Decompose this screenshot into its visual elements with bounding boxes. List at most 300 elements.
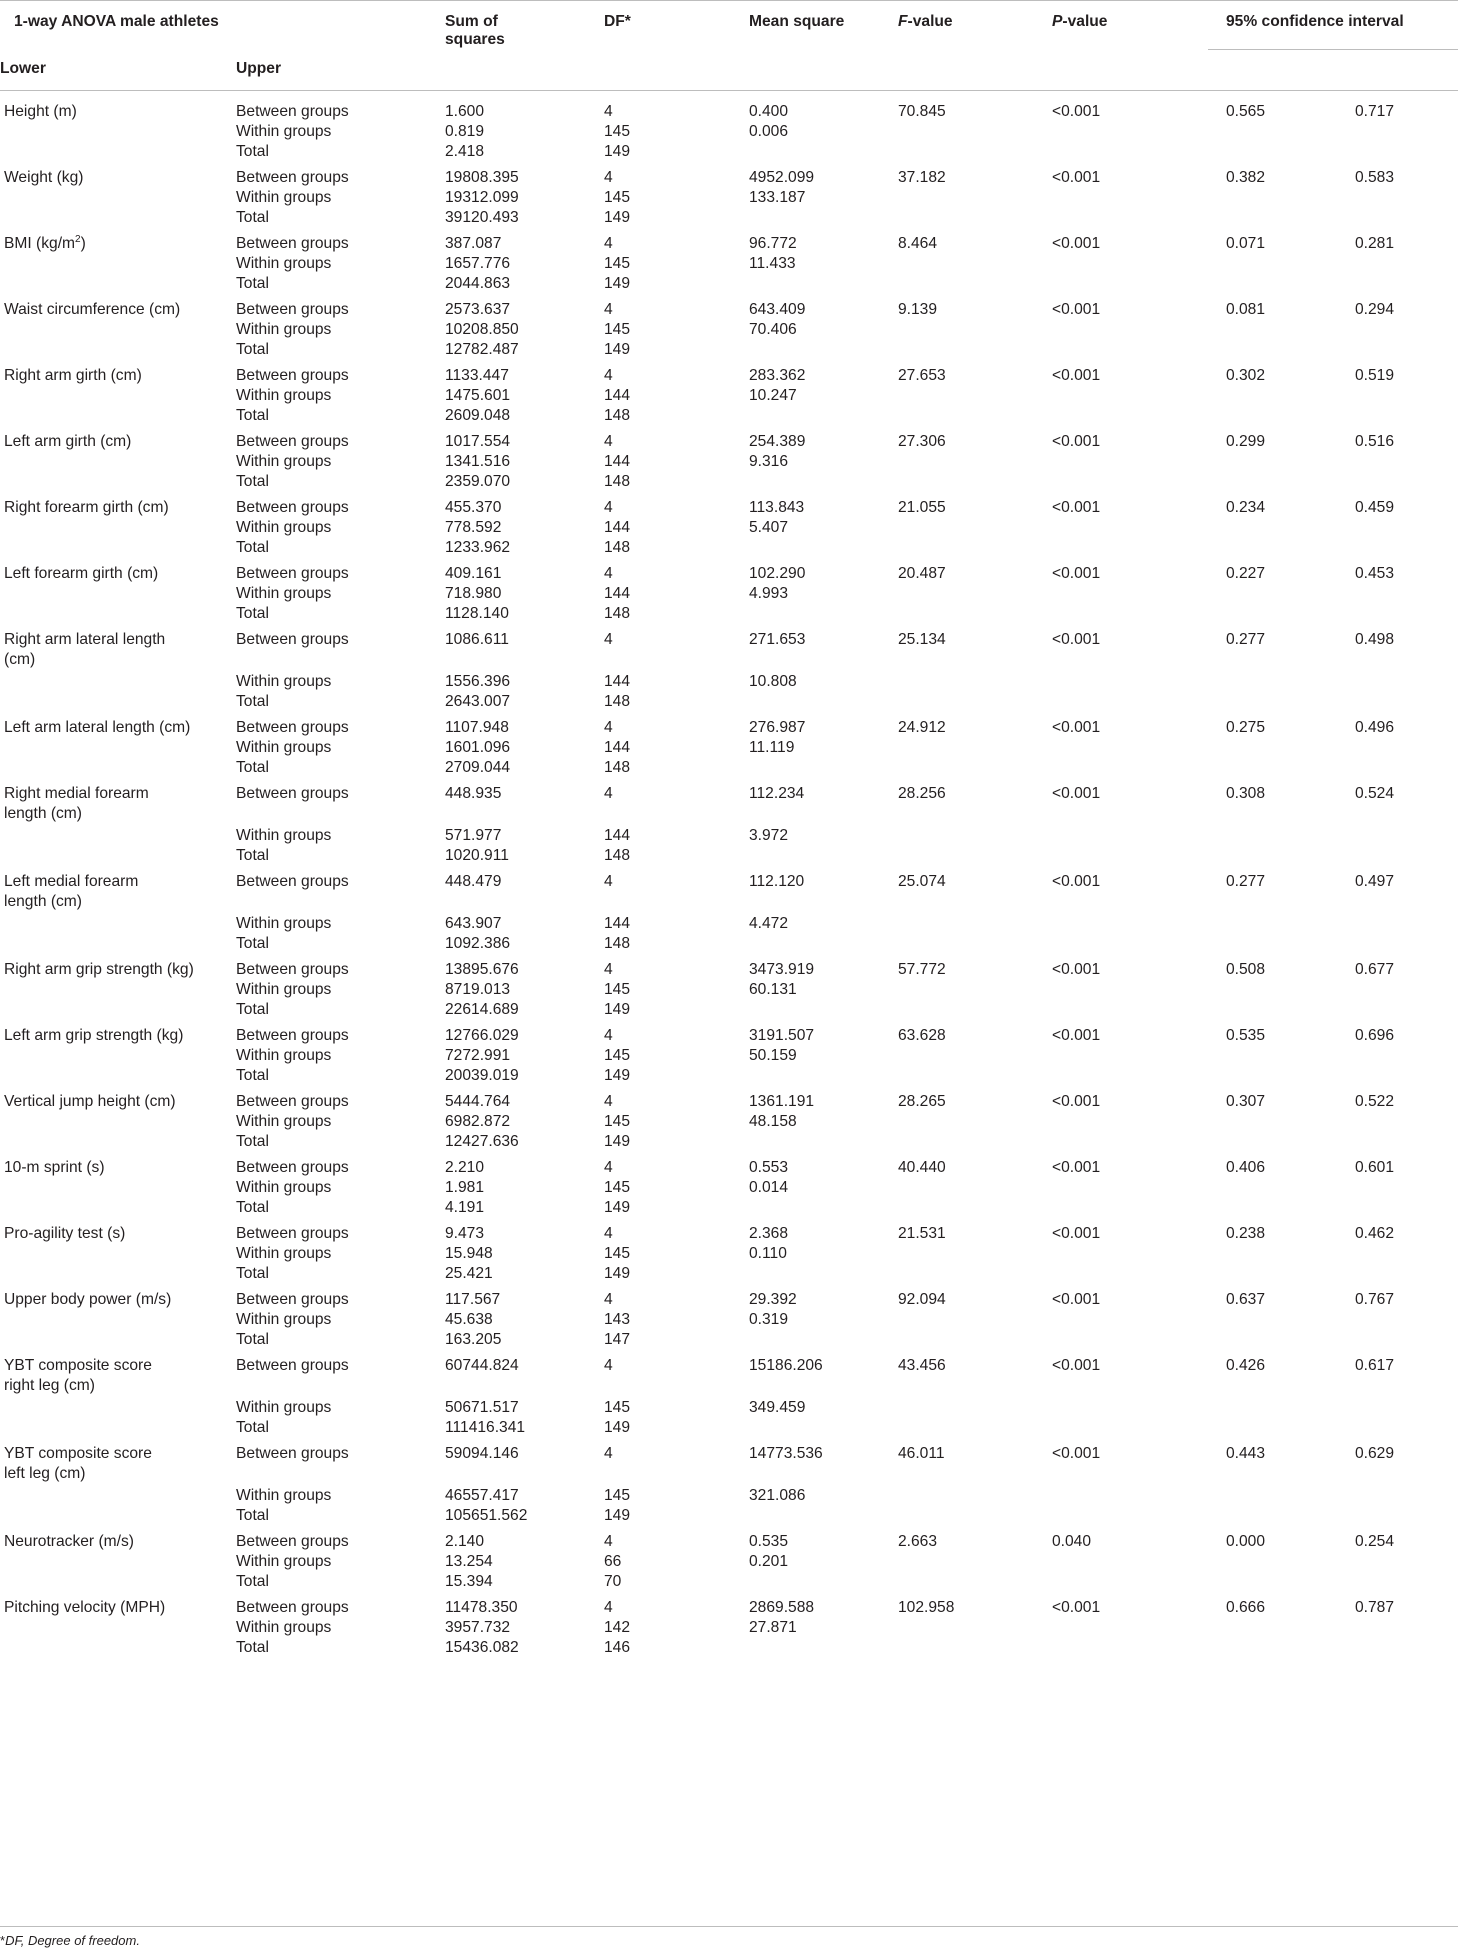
df-cell: 4 xyxy=(604,718,613,736)
df-cell: 66 xyxy=(604,1552,622,1570)
p-value-cell xyxy=(1052,340,1208,360)
f-value-cell xyxy=(898,1398,1052,1418)
table-row xyxy=(0,1000,1458,1020)
sum-of-squares-cell: 19808.395 xyxy=(445,168,519,186)
mean-square-cell: 0.014 xyxy=(749,1178,789,1196)
p-value-cell xyxy=(1052,1398,1208,1418)
source-cell: Within groups xyxy=(236,188,332,206)
table-row xyxy=(0,758,1458,778)
df-cell: 4 xyxy=(604,872,613,890)
p-value-cell xyxy=(1052,452,1208,472)
df-cell: 149 xyxy=(604,1264,631,1282)
source-cell: Within groups xyxy=(236,980,332,998)
p-value-cell: <0.001 xyxy=(1052,366,1101,384)
header-mean-square: Mean square xyxy=(749,13,845,30)
sum-of-squares-cell: 387.087 xyxy=(445,234,502,252)
p-value-cell xyxy=(1052,846,1208,866)
df-cell: 144 xyxy=(604,452,631,470)
ci-lower-cell: 0.535 xyxy=(1226,1026,1266,1044)
source-cell: Between groups xyxy=(236,366,349,384)
source-cell: Within groups xyxy=(236,1486,332,1504)
sum-of-squares-cell: 117.567 xyxy=(445,1290,501,1308)
ci-upper-cell: 0.497 xyxy=(1355,872,1395,890)
p-value-cell: <0.001 xyxy=(1052,498,1101,516)
ci-upper-cell: 0.522 xyxy=(1355,1092,1395,1110)
ci-upper-cell xyxy=(1355,142,1458,162)
p-value-cell xyxy=(1052,518,1208,538)
mean-square-cell xyxy=(749,1000,898,1020)
f-value-cell xyxy=(898,1486,1052,1506)
ci-lower-cell xyxy=(1208,826,1355,846)
mean-square-cell: 11.433 xyxy=(749,254,796,272)
variable-name-empty xyxy=(0,254,236,274)
mean-square-cell: 4.472 xyxy=(749,914,789,932)
df-cell: 4 xyxy=(604,1224,613,1242)
f-value-cell xyxy=(898,188,1052,208)
df-cell: 149 xyxy=(604,142,631,160)
table-row xyxy=(0,1618,1458,1638)
source-cell: Between groups xyxy=(236,718,349,736)
sum-of-squares-cell: 12427.636 xyxy=(445,1132,519,1150)
source-cell: Total xyxy=(236,1572,269,1590)
p-value-cell xyxy=(1052,826,1208,846)
ci-lower-cell: 0.666 xyxy=(1226,1598,1266,1616)
variable-name-text: Weight (kg) xyxy=(4,168,84,186)
variable-name-empty xyxy=(0,1046,236,1066)
table-row xyxy=(0,914,1458,934)
p-value-cell xyxy=(1052,1486,1208,1506)
mean-square-cell: 283.362 xyxy=(749,366,806,384)
mean-square-cell xyxy=(749,406,898,426)
ci-upper-cell xyxy=(1355,914,1458,934)
sum-of-squares-cell: 6982.872 xyxy=(445,1112,511,1130)
table-row xyxy=(0,954,1458,980)
variable-name-empty xyxy=(0,1132,236,1152)
f-value-cell xyxy=(898,1638,1052,1658)
source-cell: Between groups xyxy=(236,102,349,120)
variable-name-text: Pro-agility test (s) xyxy=(4,1224,126,1242)
table-row xyxy=(0,1592,1458,1618)
p-value-cell: <0.001 xyxy=(1052,1092,1101,1110)
mean-square-cell xyxy=(749,538,898,558)
mean-square-cell xyxy=(749,1418,898,1438)
variable-name-superscript: 2 xyxy=(75,233,81,245)
f-value-cell xyxy=(898,1418,1052,1438)
sum-of-squares-cell: 448.935 xyxy=(445,784,502,802)
source-cell: Total xyxy=(236,274,269,292)
ci-lower-cell xyxy=(1208,122,1355,142)
footnote xyxy=(0,1933,140,1948)
variable-name-empty xyxy=(0,188,236,208)
ci-upper-cell: 0.629 xyxy=(1355,1444,1395,1462)
sum-of-squares-cell: 45.638 xyxy=(445,1310,493,1328)
source-cell: Within groups xyxy=(236,1046,332,1064)
source-cell: Within groups xyxy=(236,1112,332,1130)
f-value-cell xyxy=(898,254,1052,274)
variable-name xyxy=(0,1350,236,1398)
sum-of-squares-cell: 59094.146 xyxy=(445,1444,519,1462)
ci-lower-cell xyxy=(1208,914,1355,934)
sum-of-squares-cell: 1107.948 xyxy=(445,718,509,736)
table-row xyxy=(0,1284,1458,1310)
sum-of-squares-cell: 10208.850 xyxy=(445,320,519,338)
table-row xyxy=(0,1066,1458,1086)
mean-square-cell: 112.234 xyxy=(749,784,805,802)
mean-square-cell xyxy=(749,1198,898,1218)
p-value-cell xyxy=(1052,406,1208,426)
f-value-cell: 24.912 xyxy=(898,718,946,736)
ci-upper-cell: 0.524 xyxy=(1355,784,1395,802)
variable-name-empty xyxy=(0,1066,236,1086)
df-cell: 148 xyxy=(604,846,631,864)
table-row xyxy=(0,188,1458,208)
ci-lower-cell xyxy=(1208,452,1355,472)
f-value-cell: 92.094 xyxy=(898,1290,946,1308)
mean-square-cell: 10.247 xyxy=(749,386,797,404)
ci-upper-cell xyxy=(1355,1132,1458,1152)
source-cell: Within groups xyxy=(236,1178,332,1196)
ci-upper-cell: 0.583 xyxy=(1355,168,1395,186)
p-value-cell xyxy=(1052,1178,1208,1198)
sum-of-squares-cell: 1092.386 xyxy=(445,934,511,952)
df-cell: 4 xyxy=(604,234,613,252)
df-cell: 149 xyxy=(604,1198,631,1216)
mean-square-cell xyxy=(749,1330,898,1350)
ci-lower-cell: 0.081 xyxy=(1226,300,1266,318)
ci-upper-cell: 0.519 xyxy=(1355,366,1395,384)
sum-of-squares-cell: 409.161 xyxy=(445,564,502,582)
sum-of-squares-cell: 111416.341 xyxy=(445,1418,526,1436)
variable-name-empty xyxy=(0,208,236,228)
ci-lower-cell xyxy=(1208,386,1355,406)
f-value-cell xyxy=(898,934,1052,954)
f-value-cell xyxy=(898,1132,1052,1152)
mean-square-cell xyxy=(749,1066,898,1086)
ci-lower-cell: 0.308 xyxy=(1226,784,1266,802)
variable-name xyxy=(0,294,236,320)
variable-name-text: Right arm lateral length (cm) xyxy=(4,630,166,668)
ci-upper-cell xyxy=(1355,1264,1458,1284)
variable-name-empty xyxy=(0,1244,236,1264)
sum-of-squares-cell: 1017.554 xyxy=(445,432,511,450)
table-row xyxy=(0,142,1458,162)
source-cell: Total xyxy=(236,1000,269,1018)
ci-upper-cell xyxy=(1355,1310,1458,1330)
p-value-cell: <0.001 xyxy=(1052,630,1101,648)
mean-square-cell: 5.407 xyxy=(749,518,789,536)
ci-lower-cell xyxy=(1208,980,1355,1000)
f-value-cell: 70.845 xyxy=(898,102,946,120)
f-value-cell: 20.487 xyxy=(898,564,946,582)
variable-name-empty xyxy=(0,122,236,142)
f-value-cell xyxy=(898,980,1052,1000)
variable-name-empty xyxy=(0,1112,236,1132)
p-value-cell: <0.001 xyxy=(1052,234,1101,252)
ci-upper-cell: 0.617 xyxy=(1355,1356,1395,1374)
p-value-cell: <0.001 xyxy=(1052,1290,1101,1308)
sum-of-squares-cell: 60744.824 xyxy=(445,1356,519,1374)
ci-upper-cell xyxy=(1355,1330,1458,1350)
ci-lower-cell: 0.277 xyxy=(1226,872,1266,890)
mean-square-cell: 15186.206 xyxy=(749,1356,823,1374)
mean-square-cell: 2869.588 xyxy=(749,1598,815,1616)
p-value-cell: <0.001 xyxy=(1052,872,1101,890)
f-value-cell xyxy=(898,1244,1052,1264)
sum-of-squares-cell: 7272.991 xyxy=(445,1046,511,1064)
source-cell: Total xyxy=(236,340,269,358)
mean-square-cell xyxy=(749,142,898,162)
f-value-cell xyxy=(898,320,1052,340)
sum-of-squares-cell: 2359.070 xyxy=(445,472,511,490)
ci-upper-cell xyxy=(1355,1618,1458,1638)
f-value-cell xyxy=(898,1552,1052,1572)
ci-lower-cell: 0.637 xyxy=(1226,1290,1266,1308)
source-cell: Total xyxy=(236,758,269,776)
source-cell: Between groups xyxy=(236,1356,349,1374)
source-cell: Within groups xyxy=(236,452,332,470)
mean-square-cell xyxy=(749,340,898,360)
source-cell: Total xyxy=(236,1264,269,1282)
ci-lower-cell xyxy=(1208,604,1355,624)
p-value-cell xyxy=(1052,758,1208,778)
variable-name-empty xyxy=(0,1198,236,1218)
sum-of-squares-cell: 50671.517 xyxy=(445,1398,519,1416)
variable-name xyxy=(0,360,236,386)
sum-of-squares-cell: 46557.417 xyxy=(445,1486,519,1504)
df-cell: 144 xyxy=(604,386,631,404)
sum-of-squares-cell: 13.254 xyxy=(445,1552,493,1570)
ci-lower-cell: 0.302 xyxy=(1226,366,1266,384)
p-value-cell xyxy=(1052,1572,1208,1592)
p-value-cell xyxy=(1052,386,1208,406)
table-row xyxy=(0,672,1458,692)
ci-lower-cell xyxy=(1208,188,1355,208)
table-row xyxy=(0,1350,1458,1398)
mean-square-cell: 70.406 xyxy=(749,320,797,338)
ci-upper-cell xyxy=(1355,1572,1458,1592)
sum-of-squares-cell: 5444.764 xyxy=(445,1092,511,1110)
mean-square-cell xyxy=(749,208,898,228)
f-value-cell: 46.011 xyxy=(898,1444,945,1462)
table-row xyxy=(0,624,1458,672)
sum-of-squares-cell: 1601.096 xyxy=(445,738,511,756)
f-value-cell xyxy=(898,604,1052,624)
mean-square-cell: 4.993 xyxy=(749,584,789,602)
table-row xyxy=(0,558,1458,584)
mean-square-cell: 0.400 xyxy=(749,102,789,120)
ci-lower-cell: 0.234 xyxy=(1226,498,1266,516)
source-cell: Within groups xyxy=(236,1618,332,1636)
variable-name xyxy=(0,1086,236,1112)
variable-name-empty xyxy=(0,274,236,294)
mean-square-cell: 50.159 xyxy=(749,1046,797,1064)
variable-name xyxy=(0,954,236,980)
f-value-cell xyxy=(898,518,1052,538)
table-row xyxy=(0,934,1458,954)
ci-lower-cell xyxy=(1208,692,1355,712)
p-value-cell: <0.001 xyxy=(1052,1026,1101,1044)
df-cell: 148 xyxy=(604,472,631,490)
source-cell: Between groups xyxy=(236,1158,349,1176)
ci-lower-cell: 0.000 xyxy=(1226,1532,1266,1550)
p-value-cell: <0.001 xyxy=(1052,1444,1101,1462)
mean-square-cell: 254.389 xyxy=(749,432,806,450)
f-value-cell: 27.306 xyxy=(898,432,946,450)
source-cell: Between groups xyxy=(236,234,349,252)
p-value-cell xyxy=(1052,1244,1208,1264)
p-value-cell: <0.001 xyxy=(1052,1158,1101,1176)
ci-lower-cell xyxy=(1208,584,1355,604)
mean-square-cell: 112.120 xyxy=(749,872,805,890)
df-cell: 147 xyxy=(604,1330,631,1348)
ci-lower-cell xyxy=(1208,934,1355,954)
variable-name xyxy=(0,1020,236,1046)
header-p-value-letter: P xyxy=(1052,13,1063,30)
ci-upper-cell: 0.677 xyxy=(1355,960,1395,978)
ci-upper-cell xyxy=(1355,254,1458,274)
ci-upper-cell xyxy=(1355,320,1458,340)
variable-name-empty xyxy=(0,584,236,604)
p-value-cell xyxy=(1052,142,1208,162)
variable-name-text: Neurotracker (m/s) xyxy=(4,1532,134,1550)
sum-of-squares-cell: 15.948 xyxy=(445,1244,493,1262)
df-cell: 4 xyxy=(604,432,613,450)
f-value-cell: 102.958 xyxy=(898,1598,955,1616)
p-value-cell xyxy=(1052,1264,1208,1284)
p-value-cell xyxy=(1052,1330,1208,1350)
ci-upper-cell xyxy=(1355,1638,1458,1658)
ci-lower-cell: 0.299 xyxy=(1226,432,1266,450)
p-value-cell xyxy=(1052,1066,1208,1086)
df-cell: 4 xyxy=(604,300,613,318)
source-cell: Between groups xyxy=(236,1092,349,1110)
variable-name-empty xyxy=(0,934,236,954)
df-cell: 4 xyxy=(604,1444,613,1462)
f-value-cell xyxy=(898,584,1052,604)
source-cell: Within groups xyxy=(236,254,332,272)
ci-lower-cell xyxy=(1208,1132,1355,1152)
table-title: 1-way ANOVA male athletes xyxy=(14,13,219,30)
ci-upper-cell: 0.516 xyxy=(1355,432,1395,450)
sum-of-squares-cell: 1233.962 xyxy=(445,538,511,556)
variable-name-empty xyxy=(0,1398,236,1418)
mean-square-cell xyxy=(749,274,898,294)
table-row xyxy=(0,1638,1458,1658)
ci-upper-cell xyxy=(1355,122,1458,142)
sum-of-squares-cell: 20039.019 xyxy=(445,1066,519,1084)
ci-upper-cell xyxy=(1355,846,1458,866)
p-value-cell xyxy=(1052,692,1208,712)
ci-lower-cell xyxy=(1208,142,1355,162)
f-value-cell: 21.055 xyxy=(898,498,946,516)
ci-upper-cell: 0.453 xyxy=(1355,564,1395,582)
sum-of-squares-cell: 0.819 xyxy=(445,122,485,140)
sum-of-squares-cell: 1133.447 xyxy=(445,366,509,384)
sum-of-squares-cell: 455.370 xyxy=(445,498,502,516)
df-cell: 149 xyxy=(604,1066,631,1084)
f-value-cell xyxy=(898,142,1052,162)
f-value-cell xyxy=(898,1198,1052,1218)
f-value-cell: 21.531 xyxy=(898,1224,946,1242)
p-value-cell xyxy=(1052,1132,1208,1152)
p-value-cell: <0.001 xyxy=(1052,1224,1101,1242)
header-f-value xyxy=(898,0,1052,92)
table-row xyxy=(0,472,1458,492)
variable-name-text: Right arm girth (cm) xyxy=(4,366,142,384)
ci-upper-cell xyxy=(1355,406,1458,426)
p-value-cell: <0.001 xyxy=(1052,432,1101,450)
variable-name-empty xyxy=(0,1418,236,1438)
table-row xyxy=(0,866,1458,914)
ci-lower-cell xyxy=(1208,1000,1355,1020)
p-value-cell: <0.001 xyxy=(1052,960,1101,978)
source-cell: Between groups xyxy=(236,960,349,978)
table-row xyxy=(0,1398,1458,1418)
footnote-text: DF, Degree of freedom. xyxy=(5,1933,140,1948)
table-row xyxy=(0,92,1458,122)
table-row xyxy=(0,1438,1458,1486)
table-body xyxy=(0,92,1458,1658)
p-value-cell: <0.001 xyxy=(1052,300,1101,318)
p-value-cell xyxy=(1052,1418,1208,1438)
f-value-cell: 63.628 xyxy=(898,1026,946,1044)
source-cell: Between groups xyxy=(236,498,349,516)
p-value-cell xyxy=(1052,1638,1208,1658)
ci-lower-cell: 0.071 xyxy=(1226,234,1266,252)
f-value-cell: 27.653 xyxy=(898,366,946,384)
ci-lower-cell: 0.275 xyxy=(1226,718,1266,736)
table-row xyxy=(0,274,1458,294)
variable-name xyxy=(0,1152,236,1178)
source-cell: Within groups xyxy=(236,122,332,140)
ci-upper-cell: 0.496 xyxy=(1355,718,1395,736)
df-cell: 4 xyxy=(604,366,613,384)
table-row xyxy=(0,1178,1458,1198)
variable-name-empty xyxy=(0,1310,236,1330)
table-row xyxy=(0,1152,1458,1178)
variable-name-empty xyxy=(0,1330,236,1350)
ci-upper-cell xyxy=(1355,604,1458,624)
f-value-cell xyxy=(898,1066,1052,1086)
f-value-cell xyxy=(898,406,1052,426)
table-row xyxy=(0,604,1458,624)
mean-square-cell: 321.086 xyxy=(749,1486,806,1504)
source-cell: Between groups xyxy=(236,300,349,318)
mean-square-cell: 102.290 xyxy=(749,564,806,582)
df-cell: 145 xyxy=(604,122,631,140)
p-value-cell xyxy=(1052,1000,1208,1020)
ci-lower-cell xyxy=(1208,538,1355,558)
variable-name-empty xyxy=(0,738,236,758)
f-value-cell xyxy=(898,274,1052,294)
variable-name-text: Right arm grip strength (kg) xyxy=(4,960,194,978)
variable-name-empty xyxy=(0,386,236,406)
ci-lower-cell: 0.406 xyxy=(1226,1158,1266,1176)
table-row xyxy=(0,1330,1458,1350)
ci-lower-cell xyxy=(1208,1178,1355,1198)
source-cell: Between groups xyxy=(236,1532,349,1550)
sum-of-squares-cell: 1020.911 xyxy=(445,846,509,864)
footnote-symbol: * xyxy=(0,1933,6,1948)
df-cell: 4 xyxy=(604,960,613,978)
variable-name-text: Left arm girth (cm) xyxy=(4,432,132,450)
source-cell: Total xyxy=(236,1418,269,1436)
f-value-cell xyxy=(898,452,1052,472)
f-value-cell: 40.440 xyxy=(898,1158,946,1176)
variable-name-empty xyxy=(0,320,236,340)
variable-name-empty xyxy=(0,1572,236,1592)
sum-of-squares-cell: 2.418 xyxy=(445,142,485,160)
